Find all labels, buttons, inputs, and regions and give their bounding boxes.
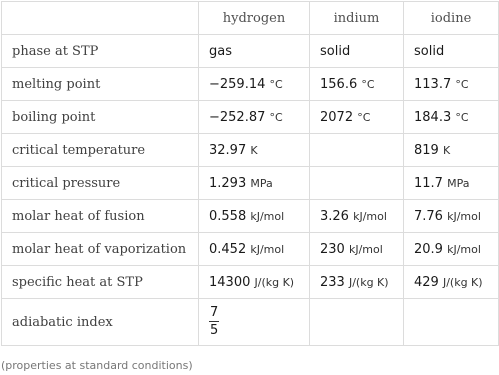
cell-unit: °C [269,77,283,91]
cell-value: 113.7 [414,76,452,92]
cell-value: −252.87 [209,109,266,125]
cell-value: solid [320,43,351,59]
table-cell [310,167,404,200]
table-cell [310,68,404,101]
table-body [2,35,499,299]
fraction-denominator: 5 [210,323,219,338]
cell-value: 184.3 [414,109,452,125]
table-cell [199,266,310,299]
row-label: critical pressure [2,167,199,200]
cell-unit: J/(kg K) [442,275,483,289]
table-row [2,167,499,200]
cell-unit: kJ/mol [447,209,481,223]
cell-unit: MPa [447,176,470,190]
table-cell [310,35,404,68]
cell-value: 230 [320,241,345,257]
cell-value: 1.293 [209,175,247,191]
cell-value: solid [414,43,445,59]
header-row [2,2,499,35]
column-header-hydrogen: hydrogen [199,2,310,35]
column-header-indium: indium [310,2,404,35]
table-cell [199,68,310,101]
cell-unit: °C [361,77,375,91]
table-cell [404,200,499,233]
table-cell [404,134,499,167]
cell-value: 0.452 [209,241,247,257]
cell-value: 32.97 [209,142,247,158]
row-label: molar heat of fusion [2,200,199,233]
cell-unit: K [250,143,258,157]
table-cell [404,266,499,299]
cell-unit: kJ/mol [348,242,383,256]
table-cell [404,101,499,134]
table-cell [404,35,499,68]
cell-unit: °C [269,110,283,124]
cell-unit: kJ/mol [447,242,481,256]
table-cell [404,68,499,101]
cell-unit: K [442,143,451,157]
table-cell [310,266,404,299]
table-cell [199,233,310,266]
table-cell [310,200,404,233]
table-row [2,101,499,134]
table-row [2,68,499,101]
adiabatic-index-iodine [404,299,499,346]
adiabatic-index-hydrogen [199,299,310,346]
table-row [2,35,499,68]
adiabatic-index-indium [310,299,404,346]
cell-unit: J/(kg K) [348,275,389,289]
row-label: molar heat of vaporization [2,233,199,266]
table-cell [199,101,310,134]
row-label: melting point [2,68,199,101]
cell-unit: °C [455,110,469,124]
cell-value: 11.7 [414,175,443,191]
table-cell [199,167,310,200]
cell-value: 819 [414,142,439,158]
cell-value: 429 [414,274,439,290]
cell-value: 3.26 [320,208,349,224]
row-label: boiling point [2,101,199,134]
row-label: adiabatic index [2,299,199,346]
table-row-adiabatic-index [2,299,499,346]
row-label: specific heat at STP [2,266,199,299]
cell-value: gas [209,43,232,59]
column-header-iodine: iodine [404,2,499,35]
element-properties-table [1,1,499,346]
table-cell [404,167,499,200]
cell-value: 233 [320,274,345,290]
table-row [2,266,499,299]
table-cell [199,200,310,233]
footnote: (properties at standard conditions) [1,359,193,372]
row-label: critical temperature [2,134,199,167]
cell-value: 2072 [320,109,354,125]
fraction [209,306,219,337]
cell-unit: kJ/mol [250,209,285,223]
table-row [2,200,499,233]
cell-value: 7.76 [414,208,443,224]
cell-value: −259.14 [209,76,266,92]
table-cell [404,233,499,266]
cell-value: 156.6 [320,76,358,92]
table-row [2,233,499,266]
cell-unit: J/(kg K) [254,275,295,289]
table-cell [199,134,310,167]
table-cell [310,134,404,167]
table-row [2,134,499,167]
cell-unit: °C [357,110,371,124]
header-corner [2,2,199,35]
fraction-numerator: 7 [210,305,219,320]
cell-unit: kJ/mol [353,209,387,223]
table-cell [199,35,310,68]
table-cell [310,233,404,266]
cell-value: 14300 [209,274,251,290]
cell-value: 20.9 [414,241,443,257]
cell-unit: MPa [250,176,273,190]
cell-unit: °C [455,77,469,91]
table-cell [310,101,404,134]
row-label: phase at STP [2,35,199,68]
cell-unit: kJ/mol [250,242,285,256]
cell-value: 0.558 [209,208,247,224]
